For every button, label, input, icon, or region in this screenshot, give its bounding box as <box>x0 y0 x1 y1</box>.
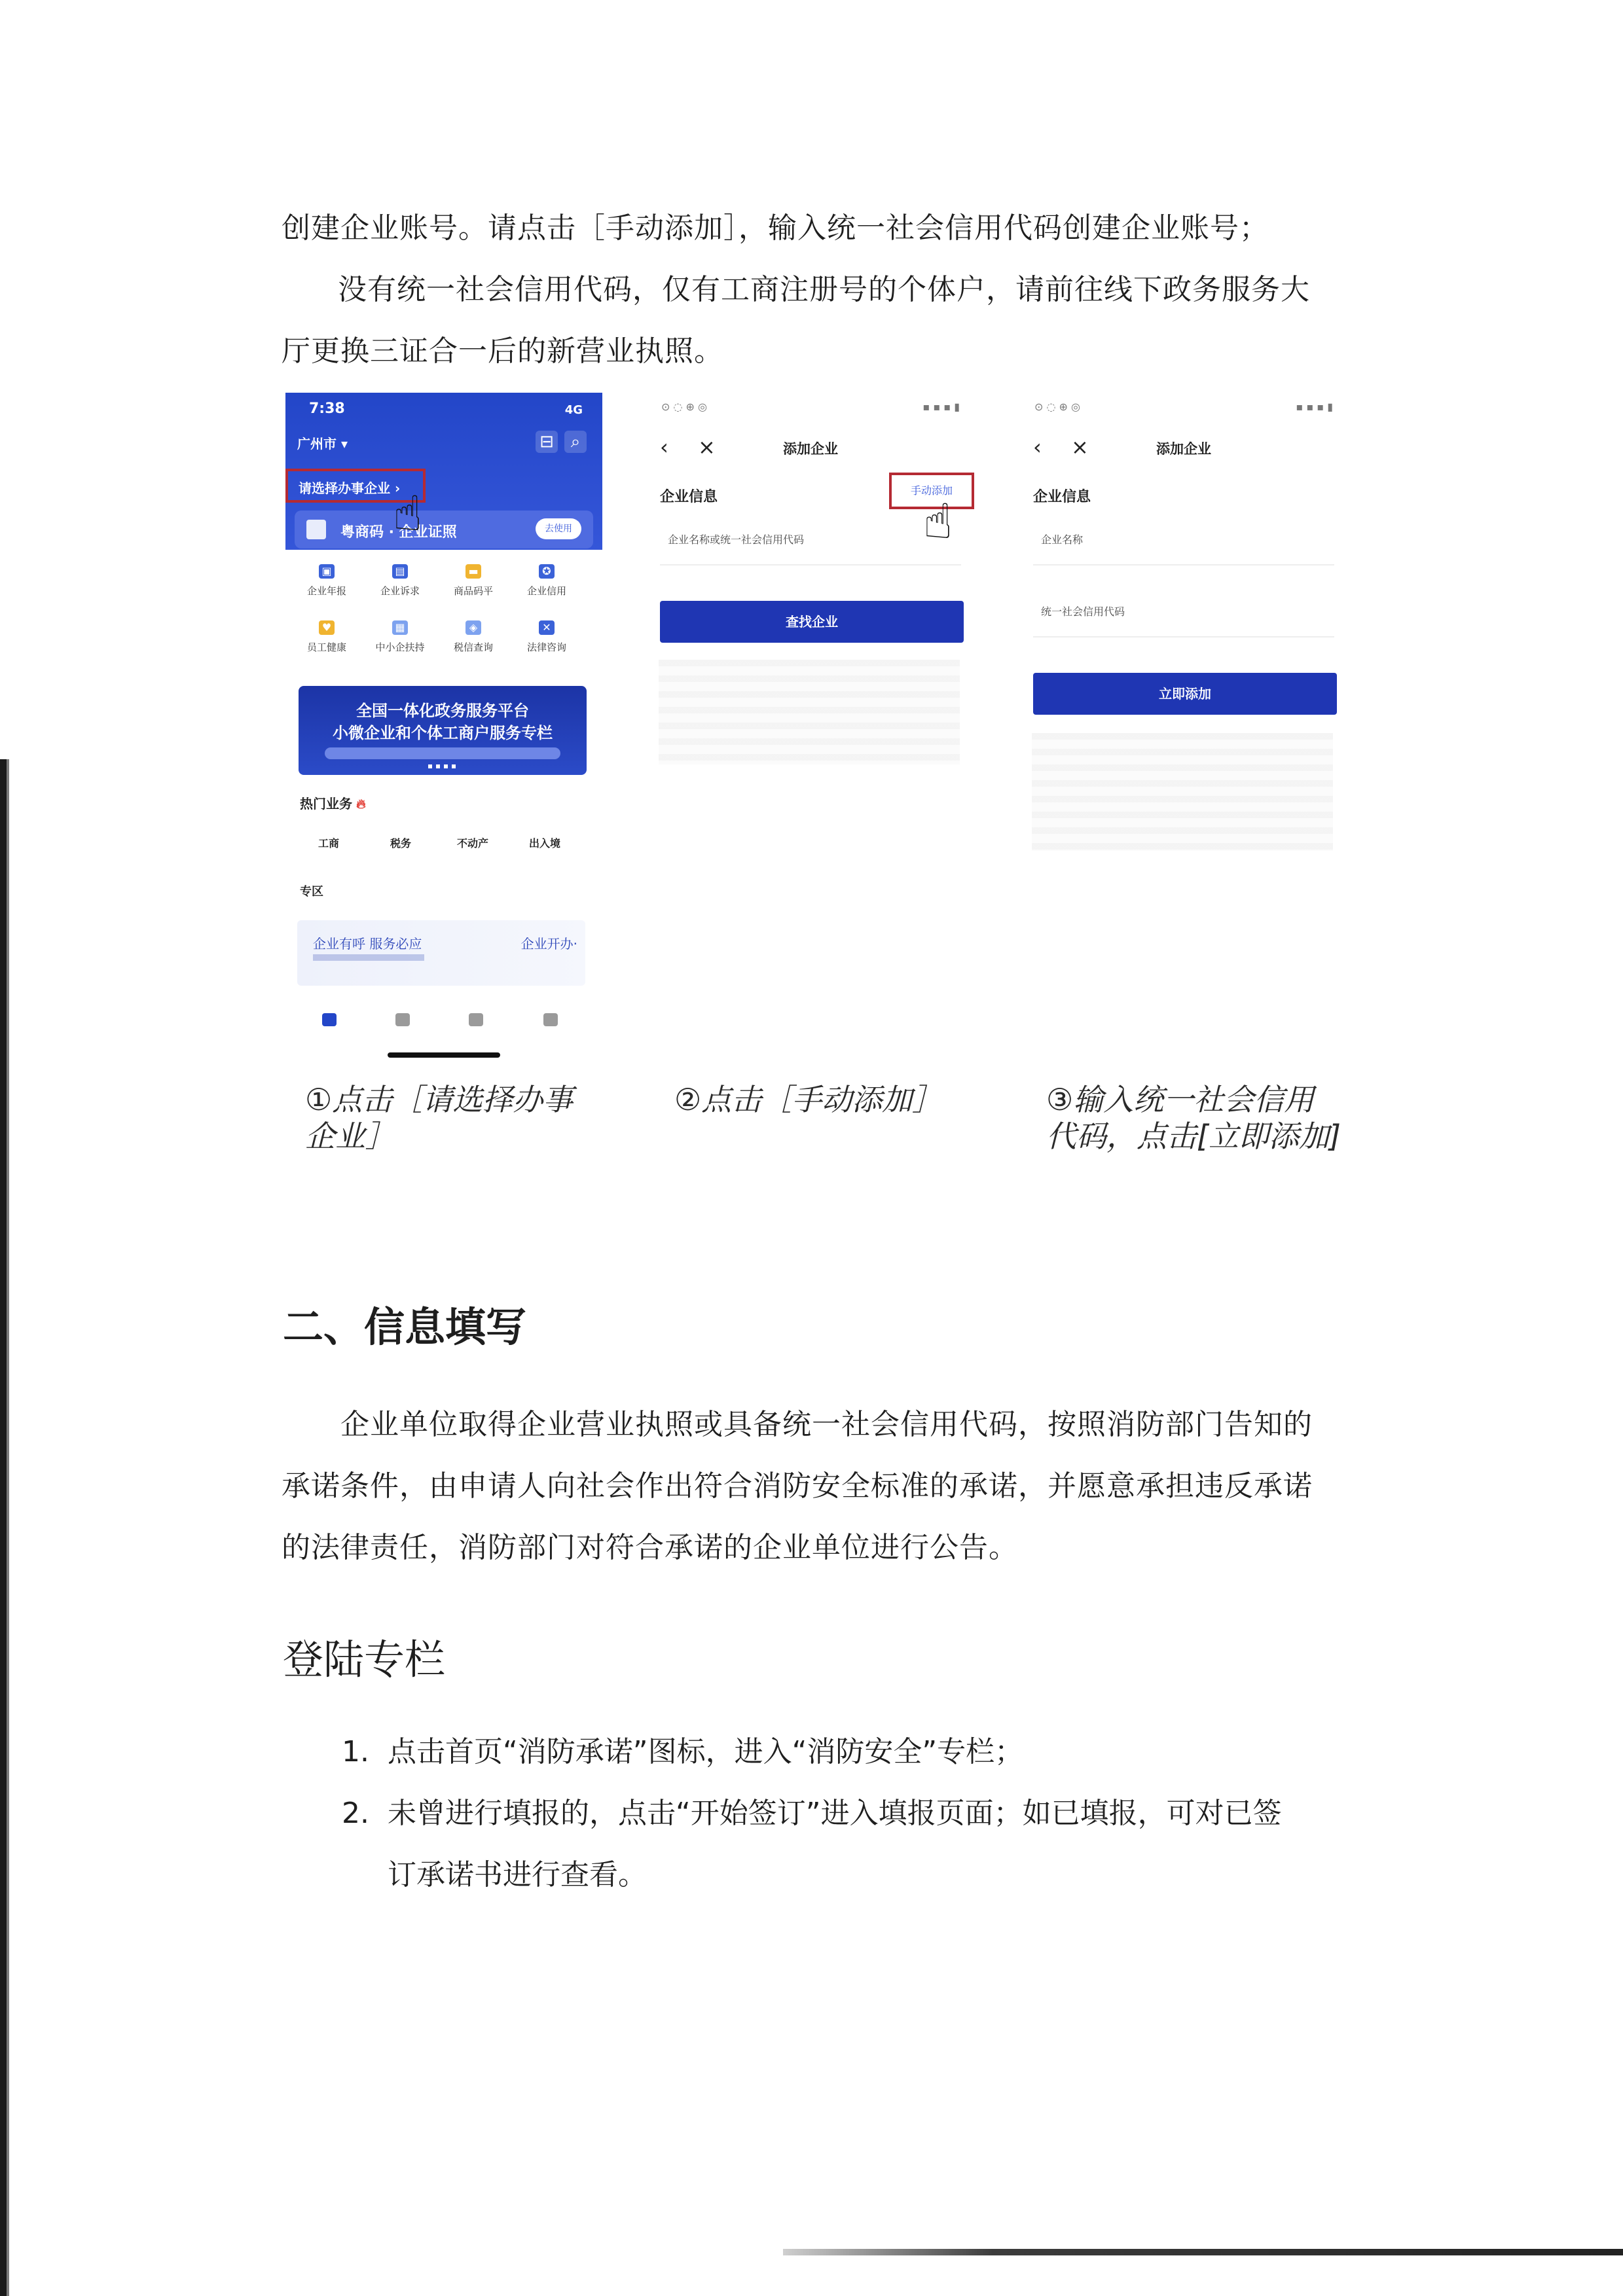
promo-right-title: 企业开办· <box>520 936 577 952</box>
back-icon[interactable]: ‹ <box>1033 435 1042 459</box>
grid-item[interactable]: ♥ 员工健康 <box>306 621 346 653</box>
search-icon[interactable]: ⌕ <box>564 431 587 453</box>
divider <box>660 564 961 565</box>
hot-tab[interactable]: 税务 <box>390 837 412 850</box>
nav-icon[interactable] <box>395 1013 410 1026</box>
home-indicator <box>388 1052 500 1058</box>
section-title: 企业信息 <box>660 489 718 505</box>
divider <box>1033 636 1334 637</box>
status-bar: ⊙ ◌ ⊕ ◎ ▪ ▪ ▪ ▮ <box>661 401 960 413</box>
phone-screenshot-add-enterprise-form <box>1025 393 1342 903</box>
status-network: 4G <box>564 403 583 417</box>
nav-title: 添加企业 <box>783 441 838 457</box>
enterprise-name-input[interactable]: 企业名称 <box>1041 533 1084 546</box>
service-icon: ▤ <box>392 564 408 579</box>
profile-icon[interactable] <box>543 1013 558 1026</box>
list-text: 未曾进行填报的，点击“开始签订”进入填报页面；如已填报，可对已签 <box>388 1797 1282 1830</box>
scan-bottom-edge <box>783 2249 1623 2255</box>
list-number: 2. <box>342 1797 369 1830</box>
hot-services-heading: 热门业务 🔥︎ <box>300 796 366 812</box>
section2-paragraph-line: 的法律责任，消防部门对符合承诺的企业单位进行公告。 <box>282 1531 1018 1564</box>
app-header <box>285 393 602 550</box>
service-icon: ▣ <box>319 564 335 579</box>
banner-tagline-bar <box>325 747 560 759</box>
bottom-nav <box>285 1008 602 1034</box>
promo-left-title: 企业有呼 服务必应 <box>313 936 422 952</box>
business-code-bar[interactable] <box>295 511 593 548</box>
grid-item[interactable]: ◈ 税信查询 <box>453 621 493 653</box>
service-icon: ◈ <box>465 620 481 635</box>
intro-paragraph-line: 没有统一社会信用代码，仅有工商注册号的个体户，请前往线下政务服务大 <box>338 273 1310 306</box>
blurred-content <box>659 660 960 764</box>
gavel-icon: ✕ <box>539 620 555 635</box>
hot-tab[interactable]: 不动产 <box>457 837 489 850</box>
back-icon[interactable]: ‹ <box>660 435 668 459</box>
nav-bar <box>1025 432 1342 463</box>
scan-icon[interactable]: ⊟ <box>536 431 558 453</box>
city-selector[interactable]: 广州市 ▾ <box>297 436 348 452</box>
hot-tab[interactable]: 出入境 <box>529 837 561 850</box>
enterprise-search-input[interactable]: 企业名称或统一社会信用代码 <box>668 533 805 546</box>
add-now-button[interactable]: 立即添加 <box>1033 673 1337 715</box>
service-icon: ▬ <box>465 564 481 579</box>
grid-item[interactable]: ▬ 商品码平 <box>453 565 493 597</box>
status-bar: ⊙ ◌ ⊕ ◎ ▪ ▪ ▪ ▮ <box>1034 401 1333 413</box>
home-icon[interactable] <box>322 1013 337 1026</box>
promo-banner[interactable] <box>299 686 587 775</box>
intro-paragraph-line: 创建企业账号。请点击［手动添加］，输入统一社会信用代码创建企业账号； <box>282 211 1269 245</box>
phone-screenshot-home <box>285 393 602 1060</box>
sub-heading: 登陆专栏 <box>283 1636 446 1683</box>
status-time: 7:38 <box>309 401 345 417</box>
step-caption-3: ③输入统一社会信用 代码，点击[立即添加] <box>1046 1082 1341 1154</box>
list-text: 点击首页“消防承诺”图标，进入“消防安全”专栏； <box>388 1735 1024 1768</box>
select-enterprise-button[interactable]: 请选择办事企业 › <box>285 469 426 503</box>
blurred-content <box>1032 733 1333 851</box>
manual-add-button[interactable]: 手动添加 <box>889 473 974 509</box>
search-enterprise-button[interactable]: 查找企业 <box>660 601 964 643</box>
hand-pointer-icon: ☝ <box>393 486 423 542</box>
list-number: 1. <box>342 1735 369 1768</box>
section2-paragraph-line: 企业单位取得企业营业执照或具备统一社会信用代码，按照消防部门告知的 <box>340 1408 1313 1441</box>
scan-edge-shadow <box>0 759 13 2296</box>
nav-icon[interactable] <box>469 1013 483 1026</box>
service-icon: ▦ <box>392 620 408 635</box>
carousel-dots <box>428 764 457 768</box>
flame-icon: 🔥︎ <box>356 796 366 812</box>
grid-item[interactable]: ✕ 法律咨询 <box>526 621 566 653</box>
credit-code-input[interactable]: 统一社会信用代码 <box>1041 605 1125 618</box>
grid-item[interactable]: ✪ 企业信用 <box>526 565 566 597</box>
zone-heading: 专区 <box>300 885 323 899</box>
close-icon[interactable]: × <box>1071 435 1089 459</box>
hand-pointer-icon: ☝ <box>923 493 953 550</box>
section-heading: 二、信息填写 <box>283 1303 527 1351</box>
step-caption-2: ②点击［手动添加］ <box>674 1082 943 1117</box>
grid-item[interactable]: ▤ 企业诉求 <box>380 565 420 597</box>
grid-item[interactable]: ▣ 企业年报 <box>306 565 346 597</box>
list-text: 订承诺书进行查看。 <box>388 1858 647 1892</box>
close-icon[interactable]: × <box>698 435 716 459</box>
section2-paragraph-line: 承诺条件，由申请人向社会作出符合消防安全标准的承诺，并愿意承担违反承诺 <box>282 1469 1313 1503</box>
grid-item[interactable]: ▦ 中小企扶持 <box>375 621 425 653</box>
banner-title: 全国一体化政务服务平台 <box>356 702 529 720</box>
heart-icon: ♥ <box>319 620 335 635</box>
nav-title: 添加企业 <box>1156 441 1211 457</box>
section-title: 企业信息 <box>1033 489 1091 505</box>
phone-screenshot-add-enterprise <box>652 393 969 903</box>
divider <box>1033 564 1334 565</box>
promo-subtitle-bar <box>313 954 424 961</box>
step-caption-1: ①点击［请选择办事 企业］ <box>305 1082 574 1154</box>
zone-promo-card[interactable] <box>297 920 585 986</box>
business-code-label: 粤商码 · 企业证照 <box>340 524 457 541</box>
intro-paragraph-line: 厅更换三证合一后的新营业执照。 <box>282 334 723 368</box>
hot-tab[interactable]: 工商 <box>318 837 340 850</box>
qr-code-icon <box>306 520 326 539</box>
header-actions <box>529 431 587 453</box>
banner-subtitle: 小微企业和个体工商户服务专栏 <box>333 724 553 742</box>
service-icon: ✪ <box>539 564 555 579</box>
use-code-button[interactable]: 去使用 <box>536 518 581 539</box>
nav-bar <box>652 432 969 463</box>
